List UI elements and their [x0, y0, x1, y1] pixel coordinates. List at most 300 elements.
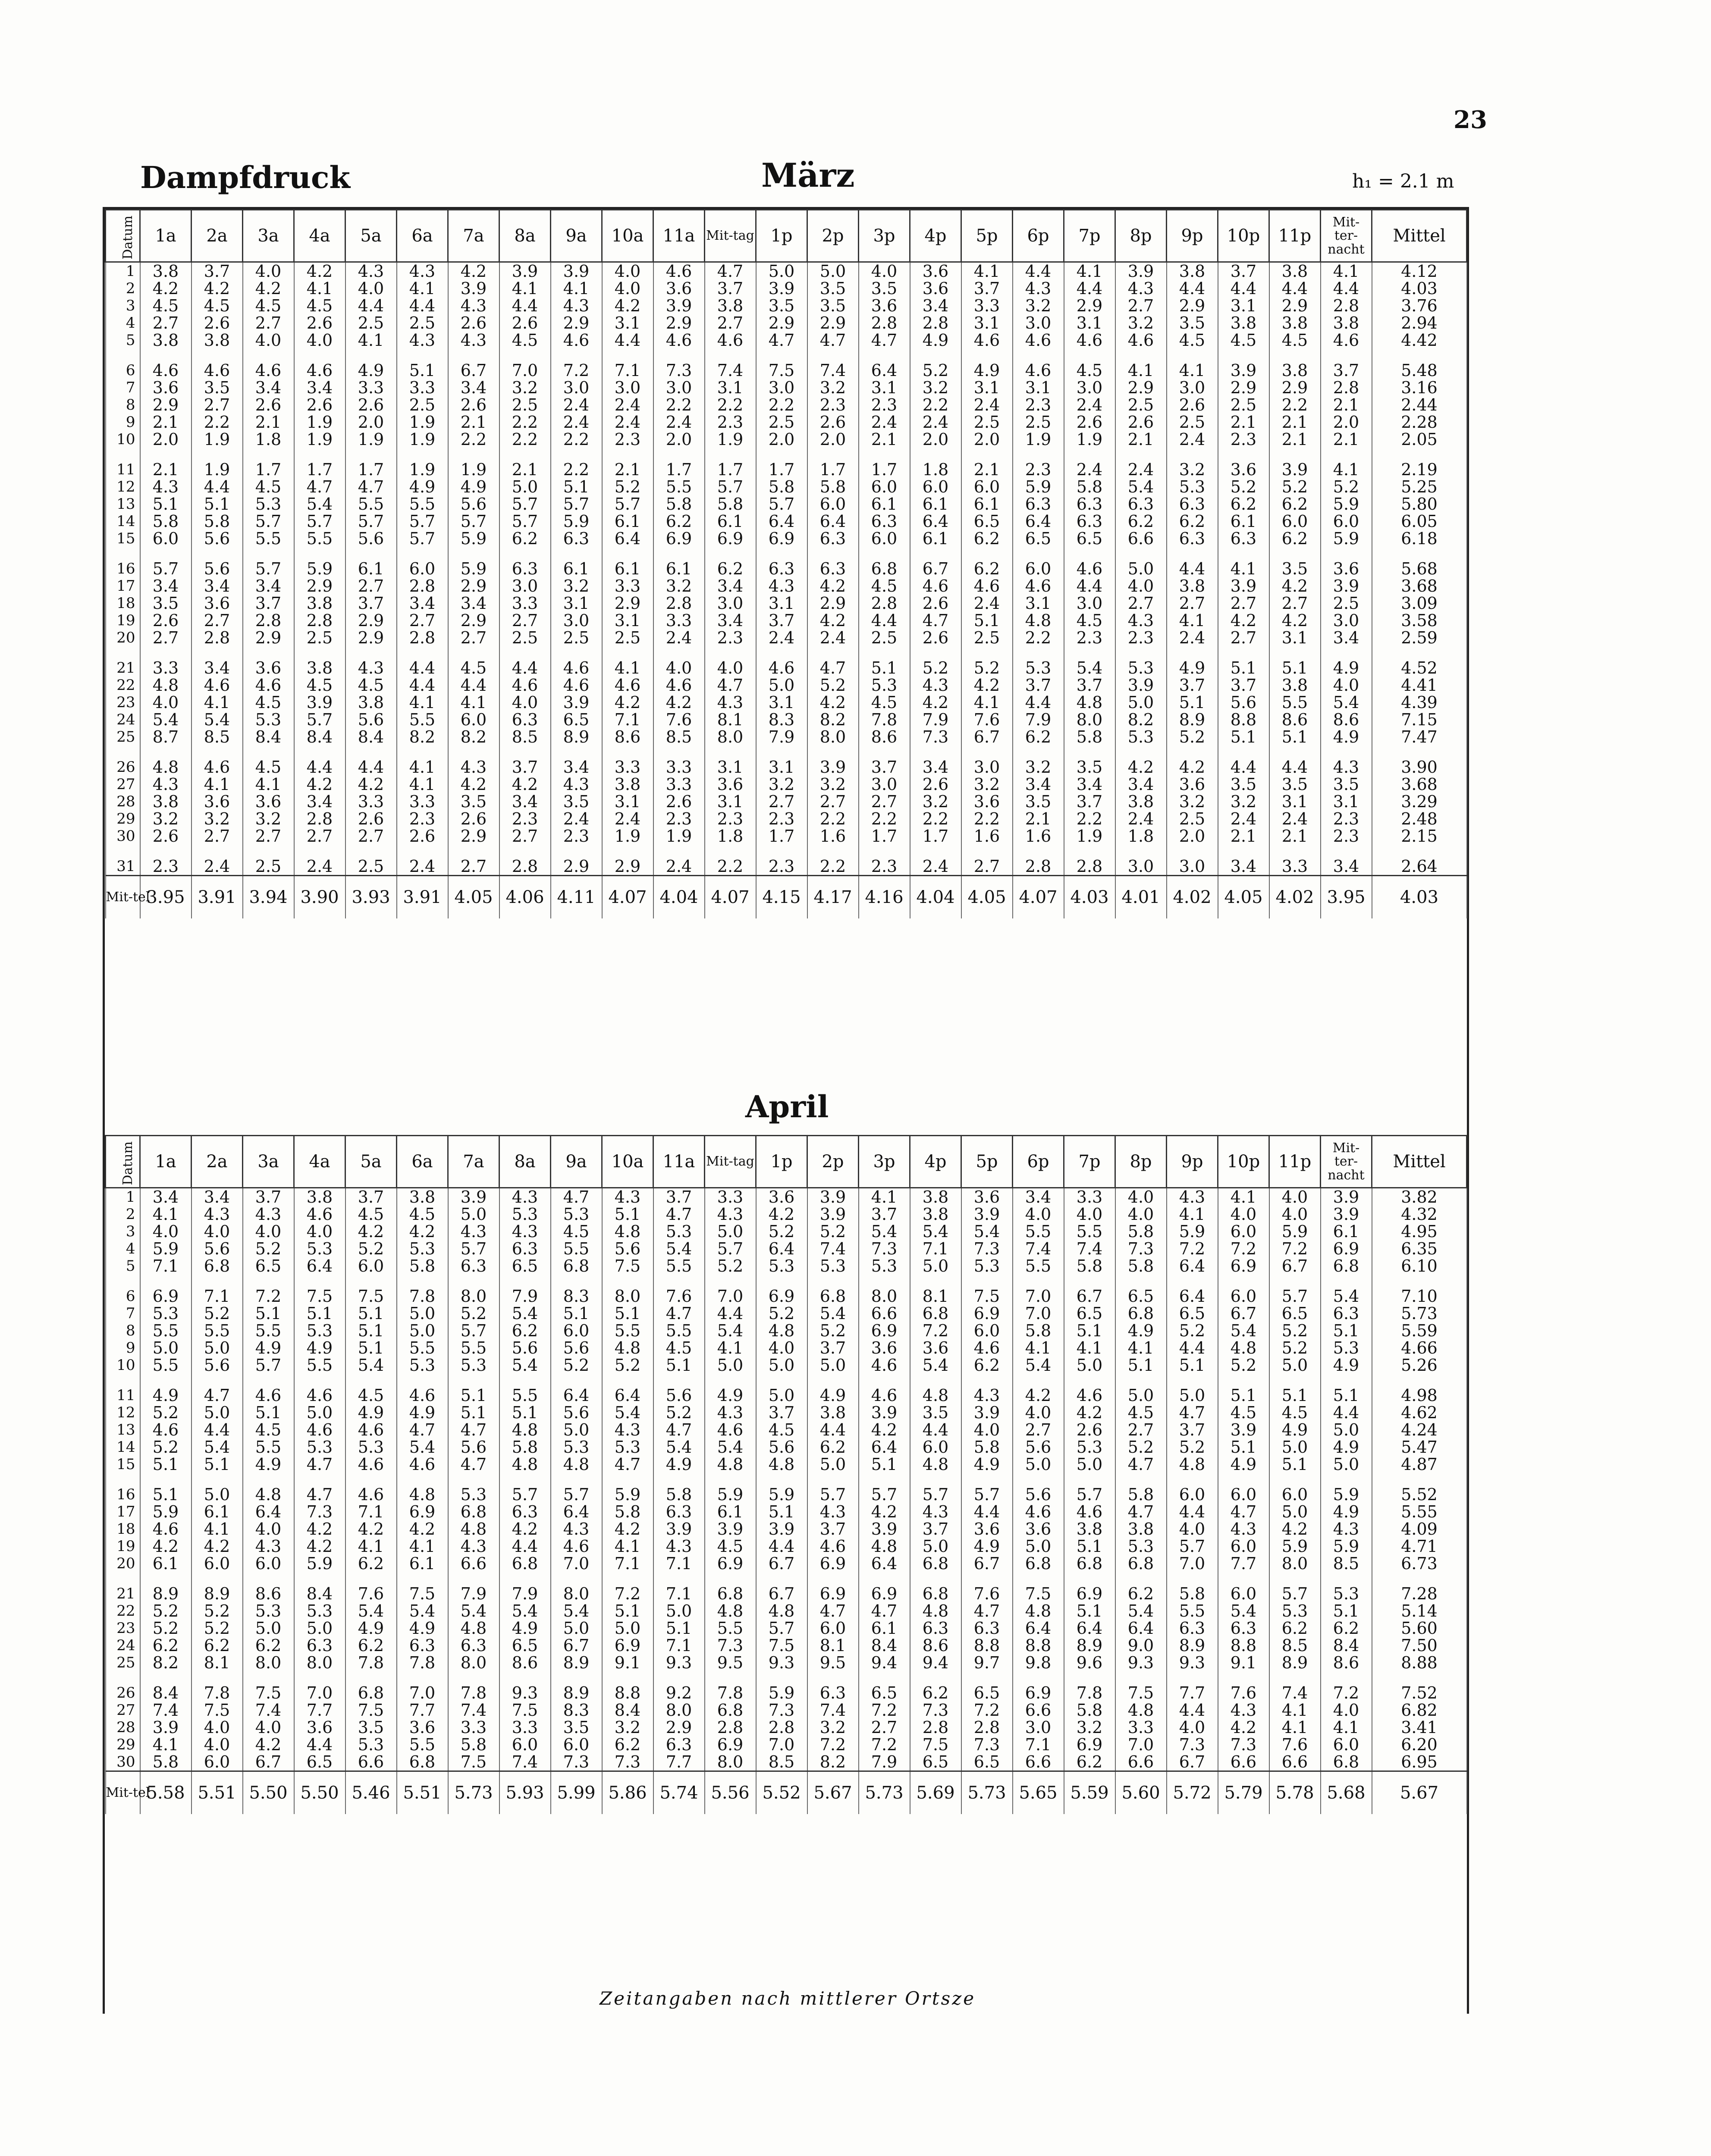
- value-cell: 4.5: [243, 478, 294, 495]
- header-hour: 9a: [551, 210, 602, 262]
- mean-cell: 4.39: [1372, 694, 1467, 711]
- value-cell: 5.8: [1013, 1322, 1064, 1339]
- header-mittel: Mittel: [1372, 210, 1467, 262]
- value-cell: 2.3: [705, 629, 756, 646]
- header-row: [106, 210, 1467, 262]
- mittel-cell: 5.73: [448, 1771, 499, 1814]
- value-cell: 5.7: [397, 530, 448, 547]
- value-cell: 4.7: [345, 478, 397, 495]
- value-cell: 6.1: [961, 495, 1013, 513]
- value-cell: 5.1: [1218, 1438, 1269, 1456]
- value-cell: 7.2: [243, 1288, 294, 1305]
- value-cell: 6.3: [448, 1257, 499, 1275]
- header-hour: 6a: [397, 1136, 448, 1188]
- value-cell: 6.0: [910, 478, 961, 495]
- value-cell: 4.6: [859, 1357, 910, 1374]
- value-cell: 6.4: [1013, 513, 1064, 530]
- value-cell: 4.9: [397, 1620, 448, 1637]
- value-cell: 3.2: [1064, 1719, 1115, 1736]
- spacer-cell: [140, 1671, 192, 1684]
- value-cell: 3.0: [961, 758, 1013, 776]
- value-cell: 2.4: [602, 810, 653, 827]
- value-cell: 3.6: [756, 1188, 807, 1206]
- mean-cell: 4.12: [1372, 262, 1467, 280]
- value-cell: 5.3: [1321, 1585, 1372, 1602]
- mittel-cell: 4.01: [1115, 876, 1167, 919]
- mittel-cell: 4.11: [551, 876, 602, 919]
- value-cell: 7.5: [397, 1585, 448, 1602]
- value-cell: 8.6: [1321, 1654, 1372, 1671]
- value-cell: 6.8: [910, 1305, 961, 1322]
- value-cell: 2.7: [1218, 629, 1269, 646]
- mean-cell: 7.28: [1372, 1585, 1467, 1602]
- mean-cell: 4.24: [1372, 1421, 1467, 1438]
- value-cell: 2.1: [1269, 827, 1321, 845]
- value-cell: 5.8: [961, 1438, 1013, 1456]
- value-cell: 2.4: [1218, 810, 1269, 827]
- value-cell: 4.0: [1115, 577, 1167, 595]
- value-cell: 4.8: [499, 1421, 551, 1438]
- value-cell: 6.4: [602, 530, 653, 547]
- value-cell: 6.7: [961, 1555, 1013, 1572]
- value-cell: 2.0: [345, 414, 397, 431]
- mittel-cell: 5.69: [910, 1771, 961, 1814]
- value-cell: 5.2: [1269, 1339, 1321, 1357]
- value-cell: 6.3: [499, 711, 551, 728]
- spacer-cell: [807, 845, 859, 858]
- value-cell: 3.8: [1167, 262, 1218, 280]
- value-cell: 5.1: [1115, 1357, 1167, 1374]
- value-cell: 7.4: [448, 1702, 499, 1719]
- value-cell: 3.2: [192, 810, 243, 827]
- header-hour: 1p: [756, 210, 807, 262]
- value-cell: 5.2: [1167, 728, 1218, 746]
- value-cell: 2.7: [397, 612, 448, 629]
- value-cell: 5.6: [1013, 1486, 1064, 1503]
- value-cell: 4.8: [910, 1456, 961, 1473]
- spacer-cell: [1321, 1275, 1372, 1288]
- day-cell: 2: [106, 280, 140, 297]
- value-cell: 4.0: [859, 262, 910, 280]
- value-cell: 6.8: [859, 560, 910, 577]
- spacer-cell: [192, 1374, 243, 1387]
- value-cell: 4.5: [192, 297, 243, 314]
- day-cell: 27: [106, 1702, 140, 1719]
- value-cell: 3.4: [1218, 858, 1269, 876]
- value-cell: 7.8: [345, 1654, 397, 1671]
- spacer-cell: [140, 646, 192, 659]
- value-cell: 6.2: [1269, 530, 1321, 547]
- value-cell: 3.2: [653, 577, 705, 595]
- value-cell: 3.4: [1321, 629, 1372, 646]
- spacer-cell: [294, 845, 345, 858]
- value-cell: 6.0: [345, 1257, 397, 1275]
- value-cell: 6.4: [602, 1387, 653, 1404]
- day-cell: 4: [106, 1240, 140, 1257]
- spacer-cell: [1218, 1275, 1269, 1288]
- value-cell: 4.8: [1218, 1339, 1269, 1357]
- day-cell: 19: [106, 612, 140, 629]
- value-cell: 5.7: [243, 1357, 294, 1374]
- value-cell: 5.2: [602, 1357, 653, 1374]
- value-cell: 9.2: [653, 1684, 705, 1702]
- day-cell: 9: [106, 414, 140, 431]
- table-row: [106, 1602, 1467, 1620]
- mittel-cell: 4.17: [807, 876, 859, 919]
- value-cell: 3.9: [961, 1404, 1013, 1421]
- table-row: [106, 1654, 1467, 1671]
- spacer-cell: [1115, 1275, 1167, 1288]
- value-cell: 2.5: [551, 629, 602, 646]
- value-cell: 5.8: [140, 513, 192, 530]
- spacer-cell: [1013, 1275, 1064, 1288]
- value-cell: 3.7: [756, 612, 807, 629]
- spacer-cell: [1218, 1671, 1269, 1684]
- spacer-cell: [1115, 845, 1167, 858]
- value-cell: 5.3: [1115, 659, 1167, 677]
- spacer-cell: [294, 547, 345, 560]
- value-cell: 2.4: [1064, 396, 1115, 414]
- value-cell: 3.9: [807, 1206, 859, 1223]
- mean-cell: 3.29: [1372, 793, 1467, 810]
- value-cell: 6.3: [1064, 495, 1115, 513]
- mittel-cell: 3.91: [192, 876, 243, 919]
- value-cell: 3.0: [499, 577, 551, 595]
- table-row: [106, 711, 1467, 728]
- value-cell: 3.9: [140, 1719, 192, 1736]
- value-cell: 7.9: [756, 728, 807, 746]
- value-cell: 6.4: [910, 513, 961, 530]
- spacer-cell: [192, 746, 243, 758]
- spacer-cell: [1372, 746, 1467, 758]
- header-hour: 10p: [1218, 1136, 1269, 1188]
- spacer-cell: [106, 1374, 140, 1387]
- value-cell: 5.9: [1321, 1486, 1372, 1503]
- value-cell: 7.6: [961, 1585, 1013, 1602]
- value-cell: 6.7: [551, 1637, 602, 1654]
- value-cell: 6.1: [705, 513, 756, 530]
- value-cell: 2.0: [910, 431, 961, 448]
- value-cell: 4.2: [756, 1206, 807, 1223]
- value-cell: 5.8: [397, 1257, 448, 1275]
- value-cell: 4.1: [140, 1736, 192, 1753]
- value-cell: 5.5: [397, 711, 448, 728]
- value-cell: 4.3: [448, 332, 499, 349]
- day-cell: 25: [106, 728, 140, 746]
- value-cell: 5.5: [397, 1736, 448, 1753]
- value-cell: 4.3: [192, 1206, 243, 1223]
- value-cell: 8.9: [551, 1684, 602, 1702]
- value-cell: 9.1: [602, 1654, 653, 1671]
- value-cell: 6.9: [807, 1555, 859, 1572]
- value-cell: 5.7: [140, 560, 192, 577]
- value-cell: 5.1: [140, 1456, 192, 1473]
- value-cell: 6.0: [1321, 1736, 1372, 1753]
- value-cell: 4.3: [345, 659, 397, 677]
- mean-cell: 5.59: [1372, 1322, 1467, 1339]
- value-cell: 3.4: [192, 1188, 243, 1206]
- value-cell: 6.0: [243, 1555, 294, 1572]
- value-cell: 4.8: [756, 1322, 807, 1339]
- value-cell: 4.1: [345, 1538, 397, 1555]
- value-cell: 8.0: [705, 728, 756, 746]
- value-cell: 1.7: [243, 461, 294, 478]
- value-cell: 5.2: [756, 1223, 807, 1240]
- value-cell: 5.0: [756, 677, 807, 694]
- mean-cell: 3.90: [1372, 758, 1467, 776]
- table-row: [106, 577, 1467, 595]
- mean-cell: 6.95: [1372, 1753, 1467, 1771]
- page-title: Dampfdruck: [140, 160, 351, 195]
- value-cell: 4.0: [192, 1736, 243, 1753]
- value-cell: 4.6: [397, 1387, 448, 1404]
- value-cell: 5.3: [1321, 1339, 1372, 1357]
- value-cell: 3.6: [961, 1520, 1013, 1538]
- value-cell: 4.4: [705, 1305, 756, 1322]
- value-cell: 3.9: [1321, 577, 1372, 595]
- value-cell: 3.7: [499, 758, 551, 776]
- value-cell: 2.6: [140, 827, 192, 845]
- spacer-cell: [910, 1473, 961, 1486]
- value-cell: 5.0: [1064, 1456, 1115, 1473]
- header-hour: 5a: [345, 1136, 397, 1188]
- value-cell: 4.3: [910, 677, 961, 694]
- value-cell: 6.2: [499, 530, 551, 547]
- value-cell: 4.2: [602, 297, 653, 314]
- value-cell: 5.9: [602, 1486, 653, 1503]
- value-cell: 8.5: [1269, 1637, 1321, 1654]
- spacer-cell: [653, 1572, 705, 1585]
- mittel-cell: 5.50: [243, 1771, 294, 1814]
- value-cell: 5.7: [448, 513, 499, 530]
- value-cell: 5.5: [602, 1322, 653, 1339]
- mittel-cell: 3.95: [1321, 876, 1372, 919]
- value-cell: 4.5: [1269, 1404, 1321, 1421]
- mean-cell: 6.18: [1372, 530, 1467, 547]
- value-cell: 3.4: [294, 793, 345, 810]
- value-cell: 3.8: [294, 1188, 345, 1206]
- spacer-cell: [961, 845, 1013, 858]
- mean-cell: 4.66: [1372, 1339, 1467, 1357]
- value-cell: 4.6: [294, 1206, 345, 1223]
- value-cell: 3.0: [602, 379, 653, 396]
- spacer-cell: [1321, 547, 1372, 560]
- value-cell: 6.0: [1218, 1486, 1269, 1503]
- value-cell: 3.9: [448, 280, 499, 297]
- spacer-cell: [1372, 1374, 1467, 1387]
- value-cell: 8.6: [1269, 711, 1321, 728]
- value-cell: 3.9: [499, 262, 551, 280]
- value-cell: 4.6: [243, 677, 294, 694]
- value-cell: 6.3: [499, 1503, 551, 1520]
- value-cell: 6.3: [1218, 1620, 1269, 1637]
- header-hour: 5p: [961, 210, 1013, 262]
- value-cell: 4.4: [1064, 577, 1115, 595]
- header-hour: Mit-ter-nacht: [1321, 210, 1372, 262]
- value-cell: 6.5: [294, 1753, 345, 1771]
- value-cell: 2.3: [140, 858, 192, 876]
- value-cell: 2.7: [1013, 1421, 1064, 1438]
- value-cell: 2.9: [1167, 297, 1218, 314]
- value-cell: 7.0: [705, 1288, 756, 1305]
- value-cell: 6.4: [1115, 1620, 1167, 1637]
- value-cell: 4.3: [140, 776, 192, 793]
- spacer-cell: [1013, 746, 1064, 758]
- value-cell: 3.4: [448, 595, 499, 612]
- value-cell: 3.5: [551, 1719, 602, 1736]
- value-cell: 4.6: [653, 332, 705, 349]
- spacer-cell: [1218, 1473, 1269, 1486]
- value-cell: 2.6: [499, 314, 551, 332]
- header-hour: 1a: [140, 1136, 192, 1188]
- value-cell: 6.5: [1115, 1288, 1167, 1305]
- value-cell: 4.6: [345, 1486, 397, 1503]
- spacer-cell: [653, 1473, 705, 1486]
- value-cell: 2.1: [140, 414, 192, 431]
- value-cell: 3.4: [243, 379, 294, 396]
- value-cell: 4.7: [910, 612, 961, 629]
- value-cell: 4.0: [294, 332, 345, 349]
- value-cell: 6.9: [1013, 1684, 1064, 1702]
- value-cell: 2.9: [653, 1719, 705, 1736]
- value-cell: 5.0: [602, 1620, 653, 1637]
- spacer-cell: [705, 1671, 756, 1684]
- spacer-cell: [1013, 349, 1064, 362]
- value-cell: 6.6: [1269, 1753, 1321, 1771]
- value-cell: 5.7: [807, 1486, 859, 1503]
- value-cell: 4.9: [653, 1456, 705, 1473]
- value-cell: 4.7: [653, 1421, 705, 1438]
- value-cell: 6.3: [1167, 1620, 1218, 1637]
- value-cell: 4.8: [448, 1520, 499, 1538]
- value-cell: 6.2: [961, 530, 1013, 547]
- value-cell: 3.3: [499, 1719, 551, 1736]
- value-cell: 2.2: [807, 858, 859, 876]
- value-cell: 3.3: [1064, 1188, 1115, 1206]
- value-cell: 6.3: [1167, 495, 1218, 513]
- day-cell: 26: [106, 758, 140, 776]
- value-cell: 7.2: [551, 362, 602, 379]
- spacer-cell: [859, 746, 910, 758]
- value-cell: 5.9: [1013, 478, 1064, 495]
- table-row: [106, 1322, 1467, 1339]
- spacer-cell: [756, 746, 807, 758]
- value-cell: 4.7: [448, 1456, 499, 1473]
- spacer-cell: [140, 845, 192, 858]
- value-cell: 6.2: [1115, 1585, 1167, 1602]
- value-cell: 9.7: [961, 1654, 1013, 1671]
- value-cell: 4.0: [243, 332, 294, 349]
- value-cell: 7.7: [294, 1702, 345, 1719]
- value-cell: 5.6: [192, 530, 243, 547]
- value-cell: 7.5: [1115, 1684, 1167, 1702]
- value-cell: 3.9: [756, 280, 807, 297]
- mean-cell: 7.10: [1372, 1288, 1467, 1305]
- value-cell: 4.1: [1013, 1339, 1064, 1357]
- value-cell: 6.0: [807, 1620, 859, 1637]
- value-cell: 4.8: [705, 1602, 756, 1620]
- value-cell: 3.5: [1013, 793, 1064, 810]
- value-cell: 3.5: [1269, 560, 1321, 577]
- mean-cell: 2.19: [1372, 461, 1467, 478]
- value-cell: 2.4: [551, 810, 602, 827]
- table-row: [106, 1585, 1467, 1602]
- value-cell: 5.2: [807, 677, 859, 694]
- value-cell: 4.9: [705, 1387, 756, 1404]
- mean-cell: 6.20: [1372, 1736, 1467, 1753]
- value-cell: 3.4: [499, 793, 551, 810]
- spacer-cell: [705, 547, 756, 560]
- value-cell: 8.6: [602, 728, 653, 746]
- value-cell: 3.0: [1115, 858, 1167, 876]
- value-cell: 2.5: [1167, 810, 1218, 827]
- spacer-cell: [807, 547, 859, 560]
- value-cell: 4.0: [1269, 1206, 1321, 1223]
- value-cell: 6.3: [551, 530, 602, 547]
- header-hour: 5a: [345, 210, 397, 262]
- spacer-cell: [345, 1572, 397, 1585]
- value-cell: 7.2: [1269, 1240, 1321, 1257]
- value-cell: 4.6: [1064, 1387, 1115, 1404]
- spacer-cell: [294, 1374, 345, 1387]
- value-cell: 5.1: [243, 1305, 294, 1322]
- value-cell: 2.8: [1321, 297, 1372, 314]
- value-cell: 4.9: [345, 1404, 397, 1421]
- value-cell: 7.3: [1167, 1736, 1218, 1753]
- table-row: [106, 810, 1467, 827]
- value-cell: 2.9: [653, 314, 705, 332]
- value-cell: 6.5: [1013, 530, 1064, 547]
- day-cell: 7: [106, 379, 140, 396]
- value-cell: 7.3: [551, 1753, 602, 1771]
- value-cell: 6.2: [345, 1637, 397, 1654]
- mittel-row: [106, 876, 1467, 919]
- value-cell: 4.3: [448, 758, 499, 776]
- value-cell: 4.6: [140, 1520, 192, 1538]
- header-hour: 10a: [602, 210, 653, 262]
- value-cell: 3.1: [756, 595, 807, 612]
- value-cell: 2.3: [1115, 629, 1167, 646]
- value-cell: 2.7: [756, 793, 807, 810]
- value-cell: 4.5: [551, 1223, 602, 1240]
- mean-cell: 7.52: [1372, 1684, 1467, 1702]
- value-cell: 3.0: [1013, 1719, 1064, 1736]
- value-cell: 3.7: [705, 280, 756, 297]
- value-cell: 6.7: [1167, 1753, 1218, 1771]
- table-row: [106, 1684, 1467, 1702]
- value-cell: 4.1: [243, 776, 294, 793]
- value-cell: 7.4: [705, 362, 756, 379]
- value-cell: 4.0: [1167, 1719, 1218, 1736]
- value-cell: 3.4: [1013, 776, 1064, 793]
- value-cell: 3.9: [551, 262, 602, 280]
- spacer-cell: [756, 646, 807, 659]
- value-cell: 6.1: [910, 530, 961, 547]
- value-cell: 3.5: [1064, 758, 1115, 776]
- value-cell: 9.4: [859, 1654, 910, 1671]
- value-cell: 4.7: [961, 1602, 1013, 1620]
- mittel-cell: 4.07: [602, 876, 653, 919]
- value-cell: 2.9: [448, 612, 499, 629]
- mittel-total: 5.67: [1372, 1771, 1467, 1814]
- value-cell: 5.7: [705, 1240, 756, 1257]
- header-hour: 2p: [807, 210, 859, 262]
- spacer-cell: [910, 845, 961, 858]
- value-cell: 6.3: [499, 1240, 551, 1257]
- value-cell: 4.7: [397, 1421, 448, 1438]
- value-cell: 3.8: [140, 262, 192, 280]
- day-cell: 4: [106, 314, 140, 332]
